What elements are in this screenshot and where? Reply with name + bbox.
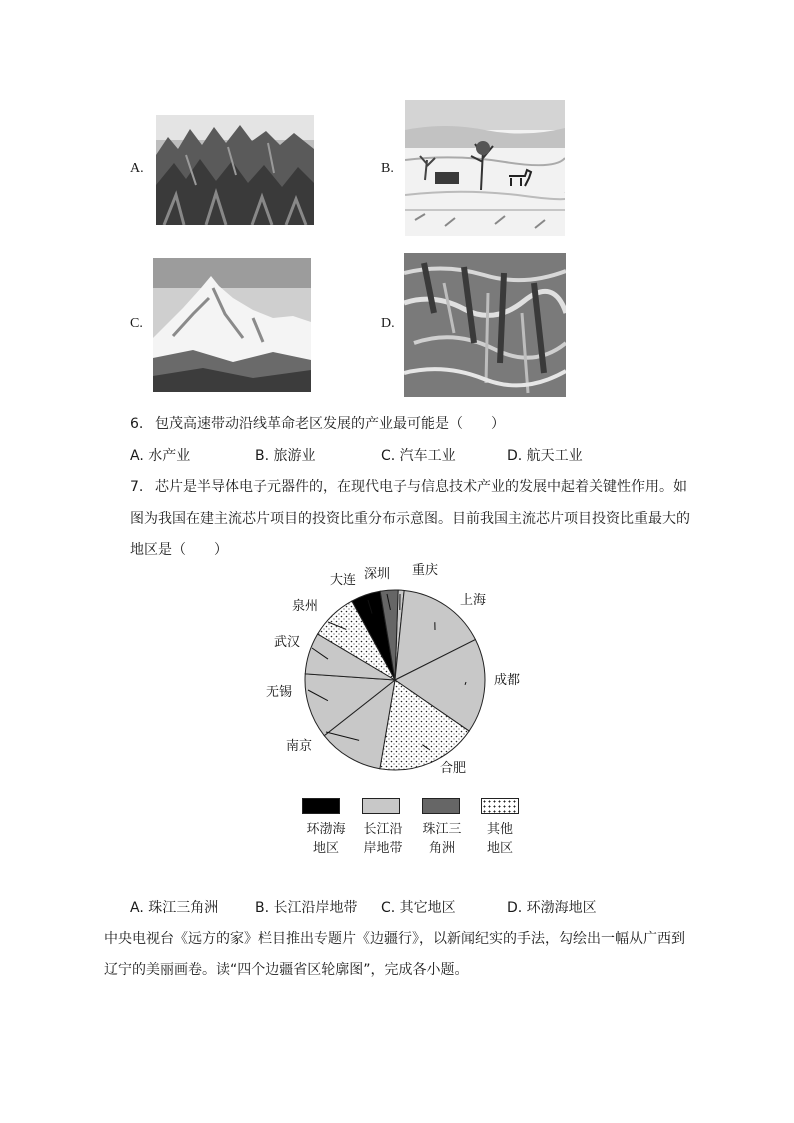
pie-label-0: 重庆 [412, 563, 439, 578]
pie-label-6: 武汉 [274, 635, 301, 650]
option-d-letter: D. [381, 316, 395, 331]
legend-label-yangtze-line2: 岸地带 [363, 841, 403, 856]
pie-label-2: 成都 [494, 673, 521, 688]
passage-line-1: 中央电视台《远方的家》栏目推出专题片《边疆行》，以新闻纪实的手法，勾绘出一幅从广西到 [104, 931, 685, 947]
question-6-option-b: B. 旅游业 [255, 448, 316, 464]
legend-label-yangtze-line1: 长江沿 [363, 822, 403, 837]
question-6-option-d: D. 航天工业 [507, 448, 583, 464]
legend-label-bohai-line2: 地区 [312, 841, 339, 856]
pie-label-5: 无锡 [266, 685, 293, 700]
pie-label-1: 上海 [460, 593, 487, 608]
legend-label-bohai [296, 820, 356, 858]
question-6-stem: 包茂高速带动沿线革命老区发展的产业最可能是（ ） [155, 416, 505, 432]
pie-label-9: 深圳 [364, 567, 391, 582]
question-7-stem-line-1: 芯片是半导体电子元器件的，在现代电子与信息技术产业的发展中起着关键性作用。如 [155, 479, 687, 495]
legend-swatch-yangtze [362, 798, 400, 814]
pie-label-3: 合肥 [440, 761, 467, 776]
legend-swatch-pearl [422, 798, 460, 814]
pie-label-7: 泉州 [292, 599, 319, 614]
legend-label-bohai-line1: 环渤海 [306, 822, 346, 837]
question-6-option-a: A. 水产业 [130, 448, 191, 464]
question-6-option-c: C. 汽车工业 [381, 448, 456, 464]
option-a-letter: A. [130, 161, 144, 176]
question-7-option-c: C. 其它地区 [381, 900, 456, 916]
pie-label-4: 南京 [286, 739, 313, 754]
legend-label-yangtze [353, 820, 413, 858]
option-c-letter: C. [130, 316, 143, 331]
question-6-number: 6. [130, 416, 144, 432]
option-a-image [156, 115, 314, 225]
question-7-option-a: A. 珠江三角洲 [130, 900, 219, 916]
pie-label-8: 大连 [330, 573, 357, 588]
legend-label-other-line1: 其他 [486, 822, 513, 837]
passage-line-2: 辽宁的美丽画卷。读“四个边疆省区轮廓图”，完成各小题。 [104, 962, 469, 978]
question-7-stem-line-3: 地区是（ ） [130, 542, 228, 558]
question-7-option-d: D. 环渤海地区 [507, 900, 597, 916]
question-7-number: 7. [130, 479, 144, 495]
question-7-option-b: B. 长江沿岸地带 [255, 900, 358, 916]
legend-label-other [470, 820, 530, 858]
question-7-stem-line-2: 图为我国在建主流芯片项目的投资比重分布示意图。目前我国主流芯片项目投资比重最大的 [130, 511, 690, 527]
option-c-image [153, 258, 311, 392]
legend-label-pearl-line2: 角洲 [428, 841, 455, 856]
option-b-image [405, 100, 565, 236]
legend-swatch-other [481, 798, 519, 814]
legend-swatch-bohai [302, 798, 340, 814]
legend-label-pearl-line1: 珠江三 [422, 822, 462, 837]
legend-label-pearl [412, 820, 472, 858]
option-b-letter: B. [381, 161, 394, 176]
option-d-image [404, 253, 566, 397]
legend-label-other-line2: 地区 [486, 841, 513, 856]
